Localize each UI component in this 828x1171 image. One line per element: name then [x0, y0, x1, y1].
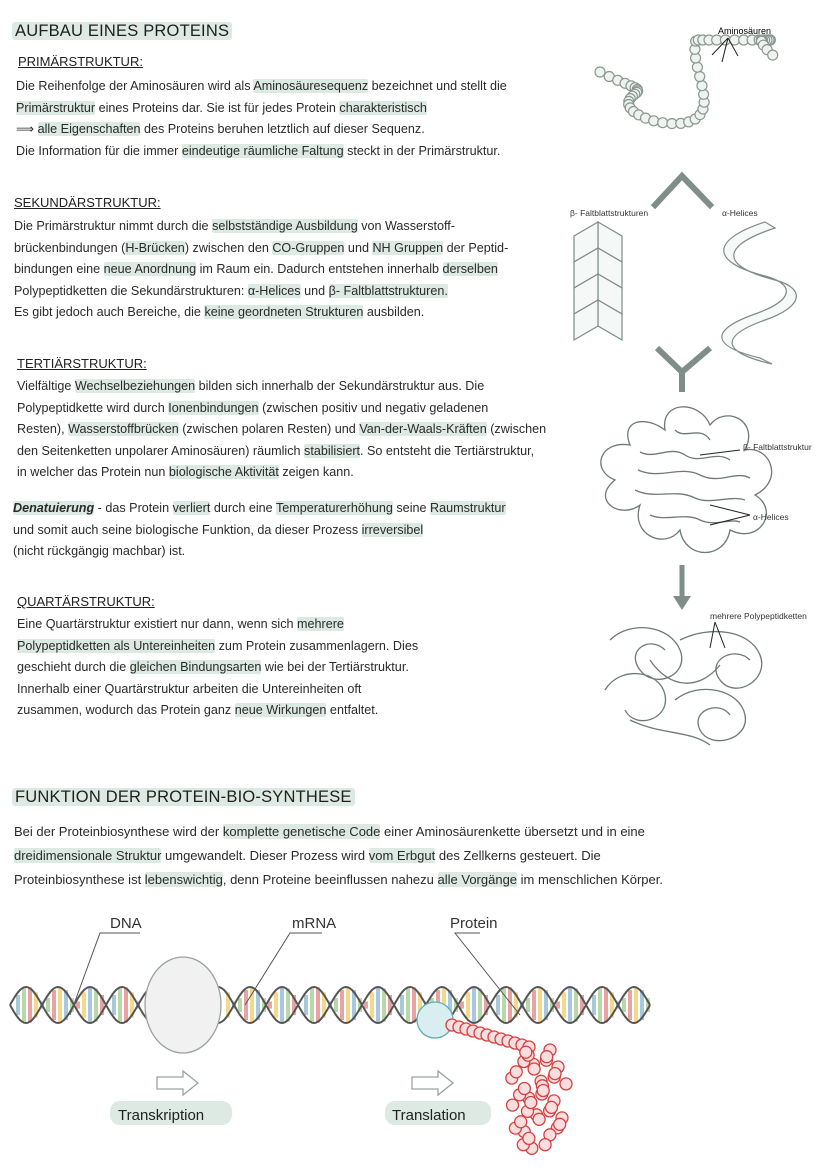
page-title: AUFBAU EINES PROTEINS [12, 22, 232, 41]
amino-acid-bead [692, 62, 702, 72]
quaternary-text: Eine Quartärstruktur existiert nur dann, wenn sich mehrere Polypeptidketten als Untereinheiten zum Protein zusammenlagern. Dies geschieht durch die gleichen Bindungsarten wie bei der Tertiärstruktur. Innerhalb einer Quartärstruktur arbeiten die Untereinheiten oft zusammen, wodurch das Protein ganz neue Wirkungen entfaltet. [17, 617, 419, 717]
primary-text [16, 76, 576, 162]
dna-base-pair [244, 990, 248, 1020]
protein-chain [446, 1019, 572, 1154]
mrna-label: mRNA [292, 915, 337, 932]
merge-arrow [657, 348, 710, 392]
primary-line-1: Die Reihenfolge der Aminosäuren wird als Aminosäuresequenz bezeichnet und stellt die [16, 79, 507, 93]
transcription-arrow [157, 1071, 198, 1095]
amino-acid-bead [515, 1116, 527, 1128]
dna-base-pair [112, 995, 116, 1015]
primary-line-4: Die Information für die immer eindeutige räumliche Faltung steckt in der Primärstruktur. [16, 143, 501, 158]
dna-base-pair [472, 987, 476, 1022]
denaturation-term: Denatuierung [13, 501, 95, 515]
primary-line-3: ⟹ alle Eigenschaften des Proteins beruhen letztlich auf dieser Sequenz. [16, 122, 425, 136]
dna-base-pair [22, 988, 26, 1021]
dna-base-pair [280, 987, 284, 1022]
dna-base-pair [94, 988, 98, 1021]
dna-base-pair [628, 990, 632, 1020]
beta-sheet-shape [574, 222, 622, 340]
dna-base-pair [88, 987, 92, 1022]
amino-acid-bead [537, 1085, 549, 1097]
amino-acid-bead [697, 81, 707, 91]
dna-label: DNA [110, 915, 142, 932]
dna-base-pair [592, 995, 596, 1015]
amino-acid-bead [518, 1083, 530, 1095]
dna-base-pair [310, 988, 314, 1021]
amino-acid-bead [523, 1132, 535, 1144]
dna-base-pair [58, 987, 62, 1023]
dna-base-pair [604, 987, 608, 1022]
amino-acid-bead [649, 116, 659, 126]
dna-base-pair [52, 990, 56, 1020]
dna-base-pair [334, 998, 338, 1012]
polymerase [145, 957, 221, 1053]
primary-line-2: Primärstruktur eines Proteins dar. Sie ist für jedes Protein charakteristisch [16, 100, 427, 115]
amino-label: Aminosäuren [718, 26, 772, 36]
amino-acid-bead [658, 118, 668, 128]
quaternary-label: mehrere Polypeptidketten [710, 611, 807, 621]
amino-acid-bead [539, 1139, 551, 1151]
amino-acid-bead [554, 1118, 566, 1130]
dna-base-pair [466, 992, 470, 1018]
translation-label: Translation [392, 1107, 466, 1124]
secondary-text: Die Primärstruktur nimmt durch die selbstständige Ausbildung von Wasserstoff- brückenbindungen (H-Brücken) zwischen den CO-Gruppen und NH Gruppen der Peptid- bindungen eine neue Anordnung im Raum ein. Dadurch entstehen innerhalb derselben Polypeptidketten die Sekundärstrukturen: α-Helices und β- Faltblattstrukturen. Es gibt jedoch auch Bereiche, die keine geordneten Strukturen ausbilden. [14, 219, 509, 319]
dna-base-pair [340, 990, 344, 1020]
quaternary-label-lines [710, 622, 725, 648]
amino-acid-bead [541, 1051, 553, 1063]
amino-acid-bead [695, 72, 705, 82]
dna-base-pair [532, 990, 536, 1020]
dna-base-pair [400, 995, 404, 1015]
protein-structure-diagram [560, 0, 828, 760]
dna-base-pair [118, 988, 122, 1021]
transcription-label: Transkription [118, 1107, 205, 1124]
dna-base-pair [526, 998, 530, 1012]
secondary-heading: SEKUNDÄRSTRUKTUR: [14, 195, 161, 210]
dna-base-pair [574, 988, 578, 1021]
quaternary-heading: QUARTÄRSTRUKTUR: [17, 594, 155, 609]
amino-acid-bead [520, 1046, 532, 1058]
split-arrow [655, 176, 710, 205]
down-arrow [673, 565, 691, 610]
amino-acid-bead [528, 1063, 540, 1075]
amino-acid-bead [510, 1066, 522, 1078]
tertiary-structure [601, 407, 772, 553]
dna-base-pair [382, 988, 386, 1021]
alpha-label: α-Helices [722, 208, 758, 218]
dna-base-pair [28, 987, 32, 1022]
dna-base-pair [274, 992, 278, 1018]
alpha-helix-shape [722, 222, 797, 364]
dna-base-pair [412, 987, 416, 1022]
dna-base-pair [496, 995, 500, 1015]
ribosome [417, 1002, 453, 1038]
dna-helix [10, 987, 650, 1023]
dna-strand [10, 987, 650, 1023]
tertiary-heading: TERTIÄRSTRUKTUR: [17, 356, 147, 371]
dna-base-pair [16, 995, 20, 1015]
dna-base-pair [478, 988, 482, 1021]
amino-acid-bead [560, 1078, 572, 1090]
tertiary-label-lines [700, 450, 750, 525]
synthesis-text: Bei der Proteinbiosynthese wird der komplette genetische Code einer Aminosäurenkette übersetzt und in eine dreidimensionale Struktur umgewandelt. Dieser Prozess wird vom Erbgut des Zellkerns gesteuert. Die Proteinbiosynthese ist lebenswichtig, denn Proteine beeinflussen nahezu alle Vorgänge im menschlichen Körper. [14, 824, 663, 887]
amino-acid-bead [533, 1113, 545, 1125]
dna-base-pair [46, 998, 50, 1012]
dna-base-pair [538, 987, 542, 1023]
dna-base-pair [622, 998, 626, 1012]
dna-base-pair [124, 987, 128, 1022]
quaternary-structure [605, 628, 762, 745]
amino-acid-bead [768, 50, 778, 60]
tertiary-alpha-label: α-Helices [753, 512, 789, 522]
dna-base-pair [562, 992, 566, 1018]
amino-acid-bead [595, 67, 605, 77]
primary-heading: PRIMÄRSTRUKTUR: [18, 54, 143, 69]
amino-acid-bead [546, 1101, 558, 1113]
dna-base-pair [634, 987, 638, 1023]
dna-base-pair [376, 987, 380, 1022]
translation-arrow [412, 1071, 453, 1095]
dna-base-pair [508, 987, 512, 1022]
dna-base-pair [316, 987, 320, 1022]
dna-base-pair [568, 987, 572, 1022]
amino-acid-bead [507, 1099, 519, 1111]
amino-acid-bead [525, 1097, 537, 1109]
protein-label: Protein [450, 915, 498, 932]
dna-base-pair [598, 988, 602, 1021]
dna-base-pair [406, 988, 410, 1021]
dna-base-pair [238, 998, 242, 1012]
denaturation-text: Denatuierung - das Protein verliert durch eine Temperaturerhöhung seine Raumstruktur und somit auch seine biologische Funktion, da dieser Prozess irreversibel (nicht rückgängig machbar) ist. [13, 501, 506, 558]
biosynthesis-diagram [0, 905, 828, 1171]
beta-label: β- Faltblattstrukturen [570, 208, 649, 218]
dna-base-pair [286, 988, 290, 1021]
dna-base-pair [82, 992, 86, 1018]
dna-base-pair [370, 992, 374, 1018]
amino-acid-bead [549, 1068, 561, 1080]
tertiary-beta-label: β- Faltblattstruktur [743, 442, 812, 452]
synthesis-title: FUNKTION DER PROTEIN-BIO-SYNTHESE [12, 788, 355, 807]
dna-base-pair [304, 995, 308, 1015]
amino-acid-chain [595, 35, 778, 129]
tertiary-text: Vielfältige Wechselbeziehungen bilden sich innerhalb der Sekundärstruktur aus. Die Polypeptidkette wird durch Ionenbindungen (zwischen positiv und negativ geladenen Resten), Wasserstoffbrücken (zwischen polaren Resten) und Van-der-Waals-Kräften (zwischen den Seitenketten unpolarer Aminosäuren) räumlich stabilisiert. So entsteht die Tertiärstruktur, in welcher das Protein nun biologische Aktivität zeigen kann. [17, 379, 547, 479]
dna-base-pair [346, 987, 350, 1023]
